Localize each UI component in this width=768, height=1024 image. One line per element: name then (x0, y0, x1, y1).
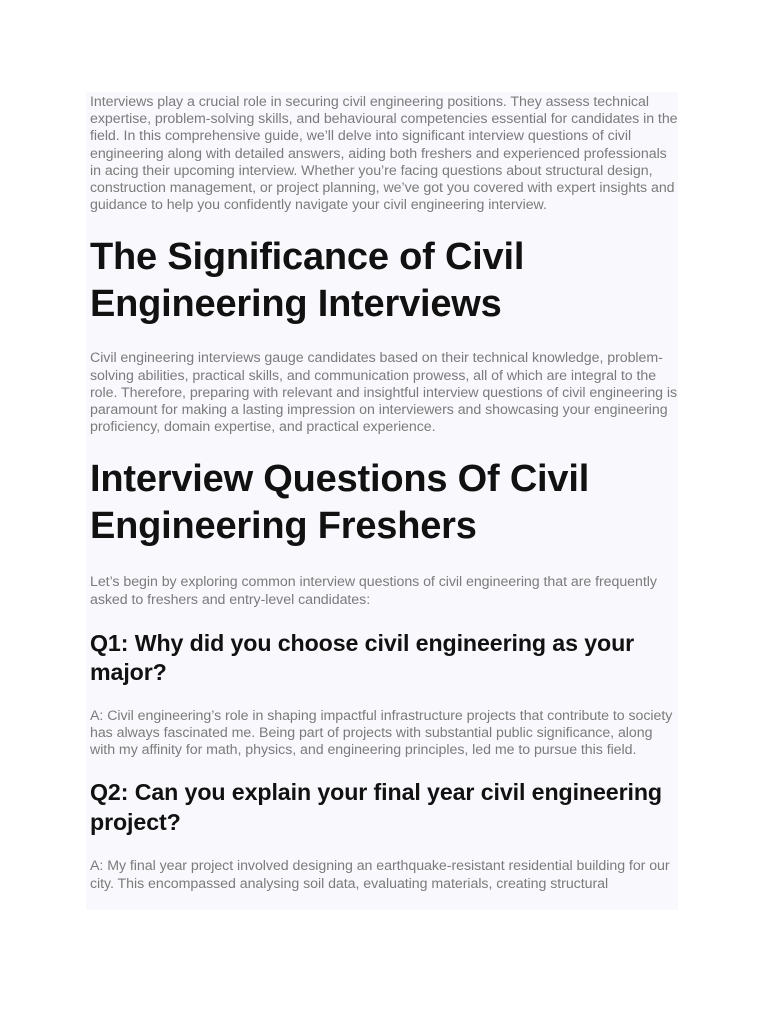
question-1-heading: Q1: Why did you choose civil engineering as your major? (90, 629, 635, 686)
answer-2-paragraph: A: My final year project involved designing an earthquake-resistant residential building for our city. This encompassed analysing soil data, evaluating materials, creating structural (90, 858, 670, 892)
freshers-paragraph: Let’s begin by exploring common interview questions of civil engineering that are frequently asked to freshers and entry-level candidates: (90, 574, 657, 608)
document-page (86, 92, 678, 910)
significance-heading: The Significance of Civil Engineering Interviews (90, 236, 525, 326)
question-2-heading: Q2: Can you explain your final year civil engineering project? (90, 779, 662, 835)
document-content (90, 94, 678, 893)
answer-1-paragraph: A: Civil engineering’s role in shaping impactful infrastructure projects that contribute to society has always fascinated me. Being part of projects with substantial public significance, along with my affinity for math, physics, and engineering principles, led me to pursue this field. (90, 707, 673, 759)
intro-paragraph: Interviews play a crucial role in securing civil engineering positions. They assess technical expertise, problem-solving skills, and behavioural competencies essential for candidates in the field. In this comprehensive guide, we’ll delve into significant interview questions of civil engineering along with detailed answers, aiding both freshers and experienced professionals in acing their upcoming interview. Whether you’re facing questions about structural design, construction management, or project planning, we’ve got you covered with expert insights and guidance to help you confidently navigate your civil engineering interview. (90, 94, 678, 214)
significance-paragraph: Civil engineering interviews gauge candidates based on their technical knowledge, problem-solving abilities, practical skills, and communication prowess, all of which are integral to the role. Therefore, preparing with relevant and insightful interview questions of civil engineering is paramount for making a lasting impression on interviewers and showcasing your engineering proficiency, domain expertise, and practical experience. (90, 350, 678, 436)
freshers-heading: Interview Questions Of Civil Engineering Freshers (90, 458, 590, 548)
